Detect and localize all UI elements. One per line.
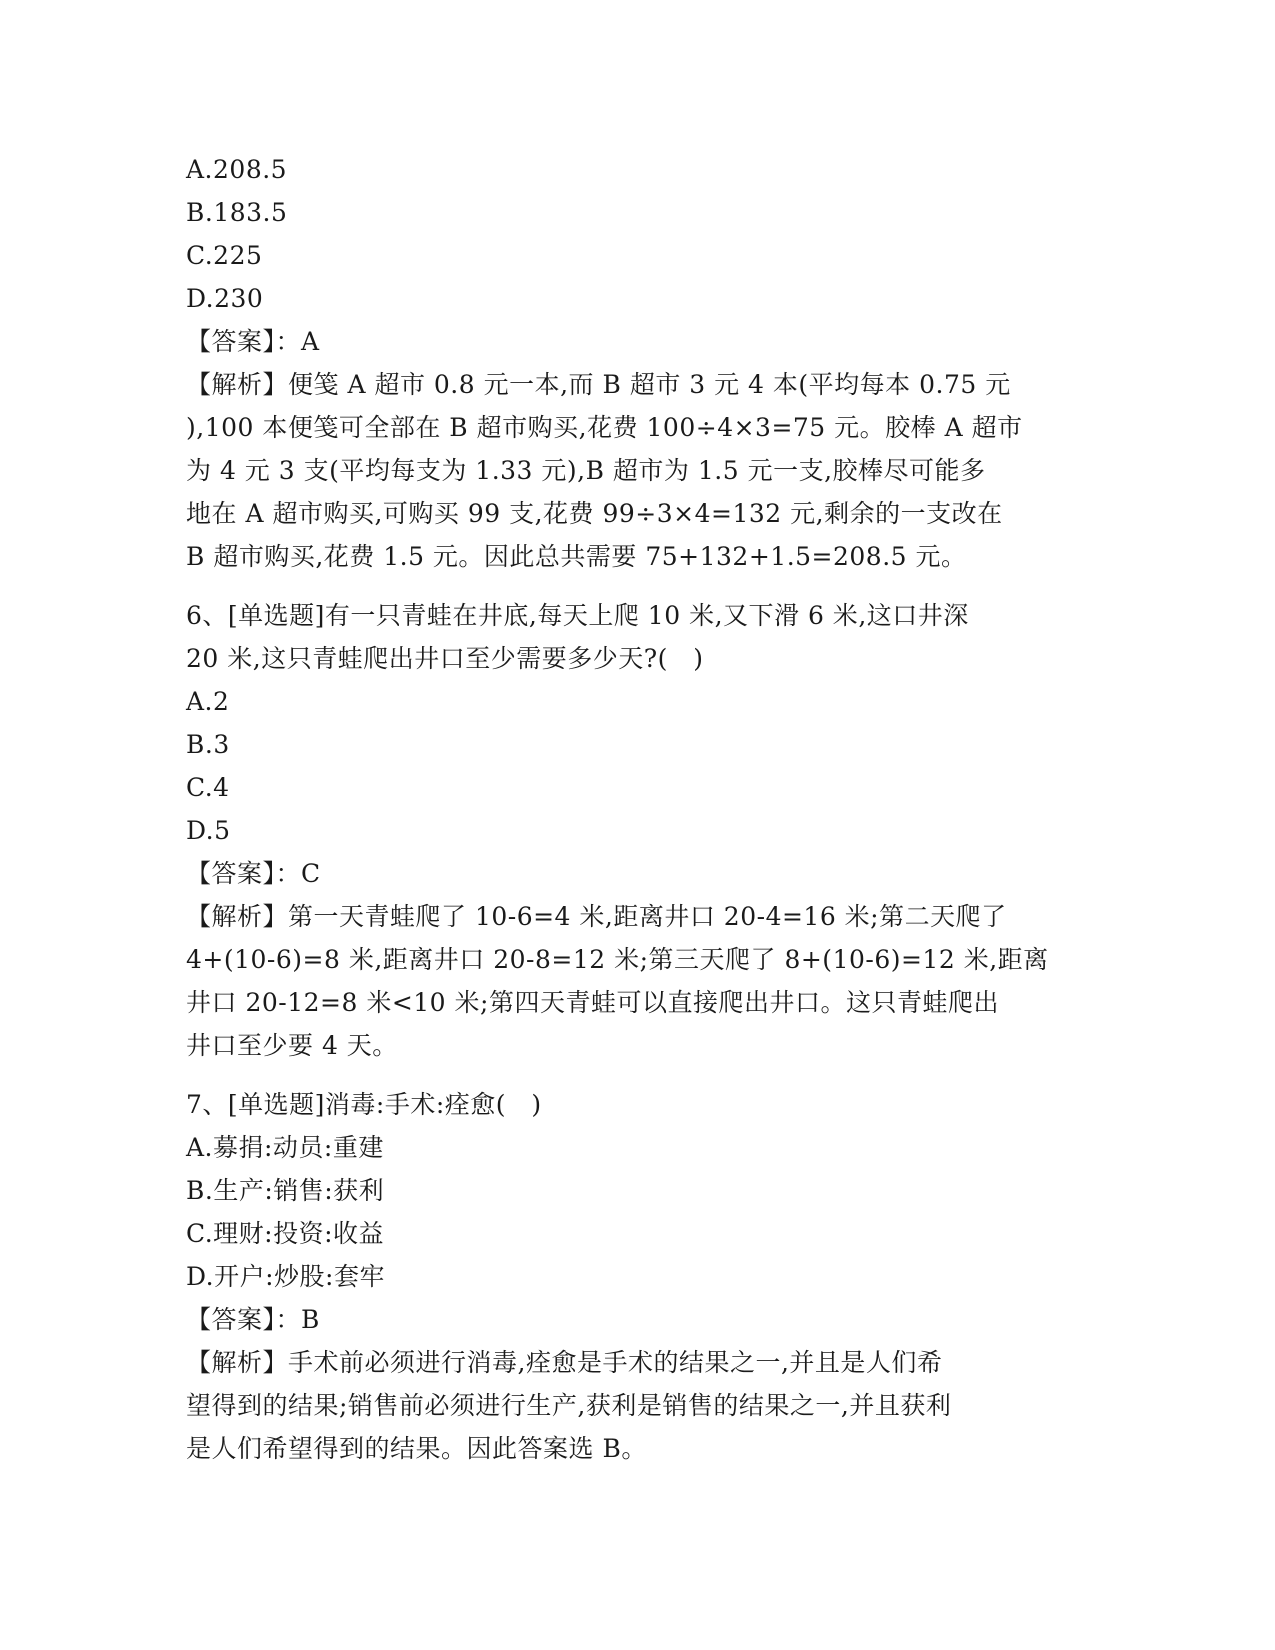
option-d: D.230 [186,284,264,313]
option-a: A.208.5 [186,155,288,184]
answer: 【答案】：A [186,327,320,356]
analysis-line: 是人们希望得到的结果。因此答案选 B。 [186,1434,647,1463]
analysis-line: ),100 本便笺可全部在 B 超市购买,花费 100÷4×3=75 元。胶棒 A 超市 [186,413,1023,442]
answer: 【答案】：C [186,859,321,888]
option-c: C.4 [186,773,230,802]
analysis-line: 【解析】便笺 A 超市 0.8 元一本,而 B 超市 3 元 4 本(平均每本 0.75 元 [186,370,1011,399]
analysis-line: 井口至少要 4 天。 [186,1031,398,1060]
analysis-line: B 超市购买,花费 1.5 元。因此总共需要 75+132+1.5=208.5 元。 [186,542,967,571]
analysis-line: 井口 20-12=8 米<10 米;第四天青蛙可以直接爬出井口。这只青蛙爬出 [186,988,999,1017]
question-spacer [186,1067,1086,1083]
answer: 【答案】：B [186,1305,320,1334]
question-text: 7、[单选题]消毒:手术:痊愈( ) [186,1090,542,1119]
option-d: D.开户:炒股:套牢 [186,1262,385,1291]
analysis-line: 【解析】手术前必须进行消毒,痊愈是手术的结果之一,并且是人们希 [186,1348,943,1377]
question-5 [186,148,1086,578]
option-b: B.生产:销售:获利 [186,1176,385,1205]
option-c: C.理财:投资:收益 [186,1219,385,1248]
question-spacer [186,578,1086,594]
option-b: B.183.5 [186,198,288,227]
option-a: A.募捐:动员:重建 [186,1133,384,1162]
analysis-line: 4+(10-6)=8 米,距离井口 20-8=12 米;第三天爬了 8+(10-6)=12 米,距离 [186,945,1049,974]
option-c: C.225 [186,241,263,270]
analysis-line: 为 4 元 3 支(平均每支为 1.33 元),B 超市为 1.5 元一支,胶棒尽可能多 [186,456,986,485]
option-d: D.5 [186,816,231,845]
question-text: 20 米,这只青蛙爬出井口至少需要多少天?( ) [186,644,704,673]
option-a: A.2 [186,687,230,716]
document-page [186,148,1086,1470]
question-text: 6、[单选题]有一只青蛙在井底,每天上爬 10 米,又下滑 6 米,这口井深 [186,601,969,630]
analysis-line: 【解析】第一天青蛙爬了 10-6=4 米,距离井口 20-4=16 米;第二天爬了 [186,902,1007,931]
option-b: B.3 [186,730,230,759]
question-6 [186,594,1086,1067]
question-7 [186,1083,1086,1470]
analysis-line: 地在 A 超市购买,可购买 99 支,花费 99÷3×4=132 元,剩余的一支改在 [186,499,1003,528]
analysis-line: 望得到的结果;销售前必须进行生产,获利是销售的结果之一,并且获利 [186,1391,952,1420]
